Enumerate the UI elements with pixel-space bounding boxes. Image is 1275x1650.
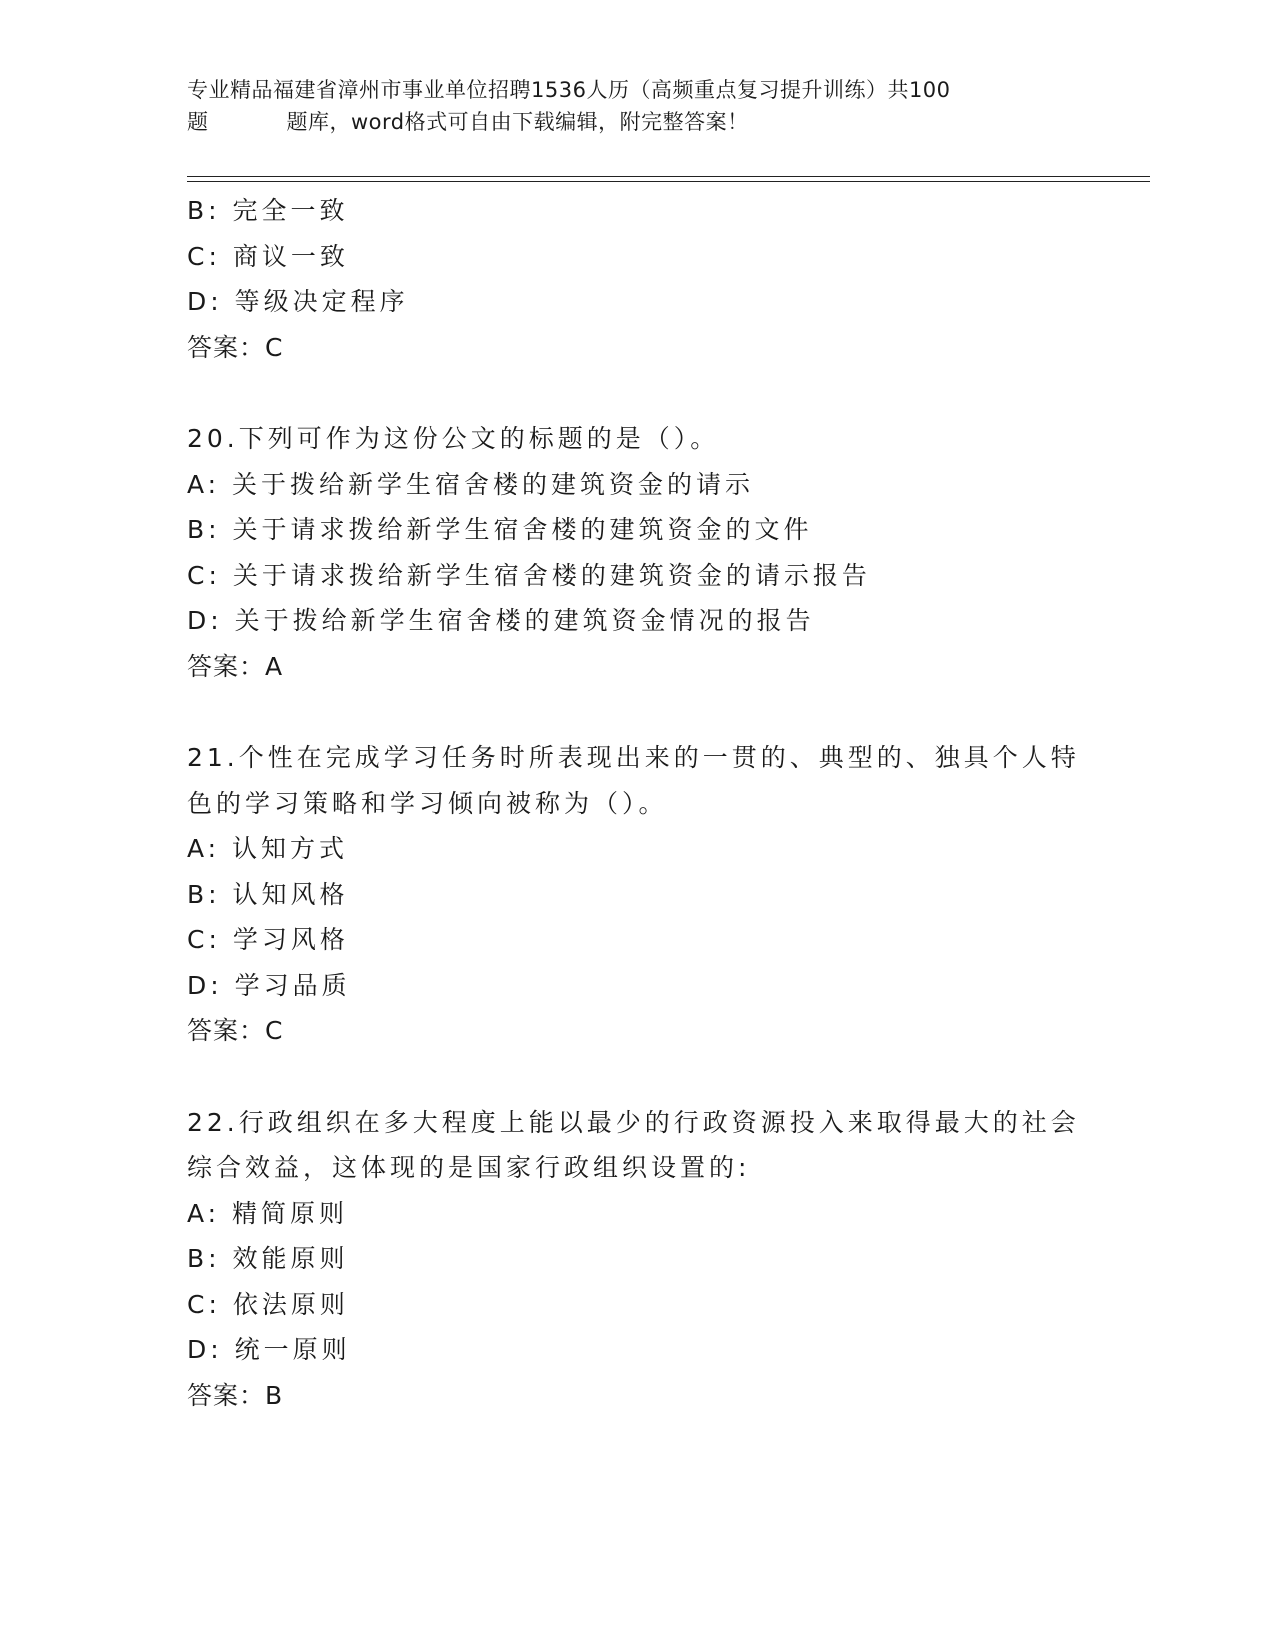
option-b: B: 认知风格 xyxy=(187,879,349,909)
answer: 答案：A xyxy=(187,651,284,681)
question-19-tail xyxy=(187,188,1087,370)
question-stem-line1: 22.行政组织在多大程度上能以最少的行政资源投入来取得最大的社会 xyxy=(187,1107,1080,1137)
question-22 xyxy=(187,1100,1087,1419)
option-c: C: 学习风格 xyxy=(187,925,349,954)
option-d: D: 统一原则 xyxy=(187,1335,351,1364)
question-stem: 20.下列可作为这份公文的标题的是（）。 xyxy=(187,424,720,453)
option-c: C: 依法原则 xyxy=(187,1289,349,1319)
option-b: B: 关于请求拨给新学生宿舍楼的建筑资金的文件 xyxy=(187,515,813,544)
question-20 xyxy=(187,416,1087,689)
question-stem-line2: 综合效益，这体现的是国家行政组织设置的: xyxy=(187,1153,751,1182)
option-b: B: 效能原则 xyxy=(187,1244,349,1273)
option-a: A: 关于拨给新学生宿舍楼的建筑资金的请示 xyxy=(187,469,755,499)
option-d: D: 学习品质 xyxy=(187,970,351,1000)
option-a: A: 精简原则 xyxy=(187,1198,349,1228)
option-b: B: 完全一致 xyxy=(187,196,349,225)
header-title-line2: 题 题库，word格式可自由下载编辑，附完整答案！ xyxy=(187,110,749,134)
question-list xyxy=(187,188,1087,1418)
page-header xyxy=(187,74,1087,138)
option-a: A: 认知方式 xyxy=(187,834,349,863)
answer: 答案：B xyxy=(187,1380,284,1410)
option-d: D: 等级决定程序 xyxy=(187,287,409,316)
answer: 答案：C xyxy=(187,332,284,362)
option-d: D: 关于拨给新学生宿舍楼的建筑资金情况的报告 xyxy=(187,606,815,635)
header-divider-bottom xyxy=(187,181,1150,182)
question-21 xyxy=(187,735,1087,1054)
answer: 答案：C xyxy=(187,1016,284,1045)
option-c: C: 关于请求拨给新学生宿舍楼的建筑资金的请示报告 xyxy=(187,560,871,590)
question-stem-line2: 色的学习策略和学习倾向被称为（）。 xyxy=(187,788,668,818)
question-stem-line1: 21.个性在完成学习任务时所表现出来的一贯的、典型的、独具个人特 xyxy=(187,743,1080,772)
option-c: C: 商议一致 xyxy=(187,241,349,271)
header-divider-top xyxy=(187,176,1150,177)
header-title-line1: 专业精品福建省漳州市事业单位招聘1536人历（高频重点复习提升训练）共100 xyxy=(187,78,951,102)
